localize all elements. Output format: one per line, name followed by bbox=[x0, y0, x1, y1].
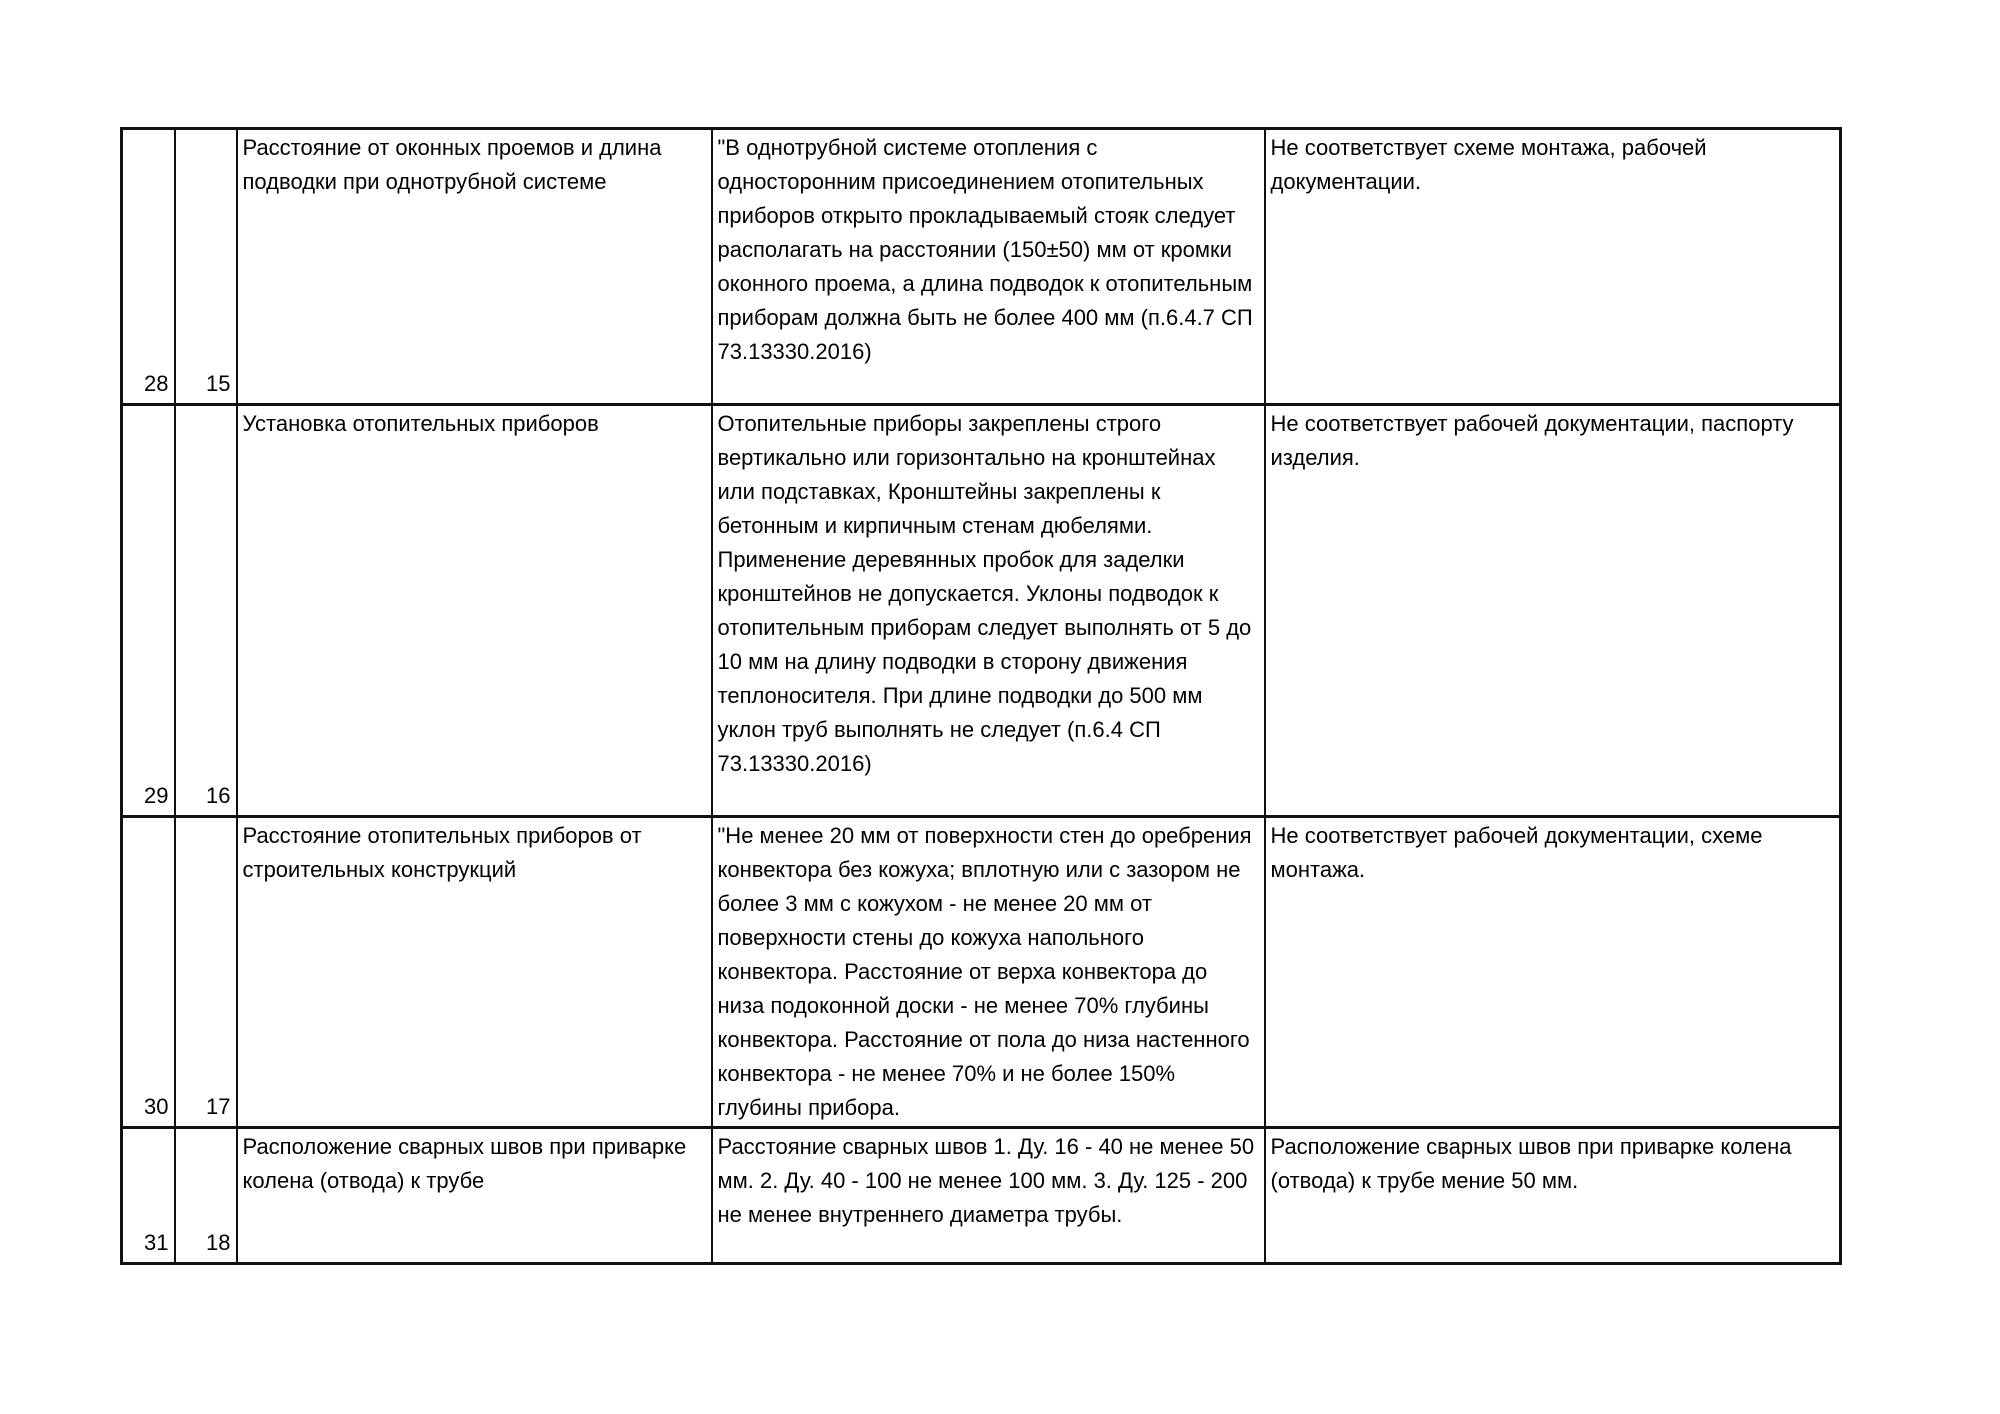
check-title-cell: Установка отопительных приборов bbox=[237, 405, 712, 817]
check-title-cell: Расположение сварных швов при приварке колена (отвода) к трубе bbox=[237, 1128, 712, 1264]
row-number-cell: 29 bbox=[122, 405, 175, 817]
deviation-cell: Расположение сварных швов при приварке колена (отвода) к трубе мение 50 мм. bbox=[1265, 1128, 1841, 1264]
deviation-cell: Не соответствует рабочей документации, паспорту изделия. bbox=[1265, 405, 1841, 817]
row-number-cell: 30 bbox=[122, 817, 175, 1128]
table-row bbox=[122, 129, 1841, 405]
row-number-cell: 31 bbox=[122, 1128, 175, 1264]
item-number-cell: 16 bbox=[175, 405, 237, 817]
requirement-cell: "В однотрубной системе отопления с односторонним присоединением отопительных приборов открыто прокладываемый стояк следует располагать на расстоянии (150±50) мм от кромки оконного проема, а длина подводок к отопительным приборам должна быть не более 400 мм (п.6.4.7 СП 73.13330.2016) bbox=[712, 129, 1265, 405]
deviation-cell: Не соответствует рабочей документации, схеме монтажа. bbox=[1265, 817, 1841, 1128]
row-number-cell: 28 bbox=[122, 129, 175, 405]
inspection-table bbox=[120, 127, 1842, 1265]
check-title-cell: Расстояние от оконных проемов и длина подводки при однотрубной системе bbox=[237, 129, 712, 405]
requirement-cell: Отопительные приборы закреплены строго вертикально или горизонтально на кронштейнах или подставках, Кронштейны закреплены к бетонным и кирпичным стенам дюбелями. Применение деревянных пробок для заделки кронштейнов не допускается. Уклоны подводок к отопительным приборам следует выполнять от 5 до 10 мм на длину подводки в сторону движения теплоносителя. При длине подводки до 500 мм уклон труб выполнять не следует (п.6.4 СП 73.13330.2016) bbox=[712, 405, 1265, 817]
table-row bbox=[122, 1128, 1841, 1264]
deviation-cell: Не соответствует схеме монтажа, рабочей документации. bbox=[1265, 129, 1841, 405]
item-number-cell: 15 bbox=[175, 129, 237, 405]
requirement-cell: "Не менее 20 мм от поверхности стен до оребрения конвектора без кожуха; вплотную или с зазором не более 3 мм с кожухом - не менее 20 мм от поверхности стены до кожуха напольного конвектора. Расстояние от верха конвектора до низа подоконной доски - не менее 70% глубины конвектора. Расстояние от пола до низа настенного конвектора - не менее 70% и не более 150% глубины прибора. bbox=[712, 817, 1265, 1128]
item-number-cell: 17 bbox=[175, 817, 237, 1128]
item-number-cell: 18 bbox=[175, 1128, 237, 1264]
table-row bbox=[122, 817, 1841, 1128]
table-row bbox=[122, 405, 1841, 817]
requirement-cell: Расстояние сварных швов 1. Ду. 16 - 40 не менее 50 мм. 2. Ду. 40 - 100 не менее 100 мм. 3. Ду. 125 - 200 не менее внутреннего диаметра трубы. bbox=[712, 1128, 1265, 1264]
check-title-cell: Расстояние отопительных приборов от строительных конструкций bbox=[237, 817, 712, 1128]
